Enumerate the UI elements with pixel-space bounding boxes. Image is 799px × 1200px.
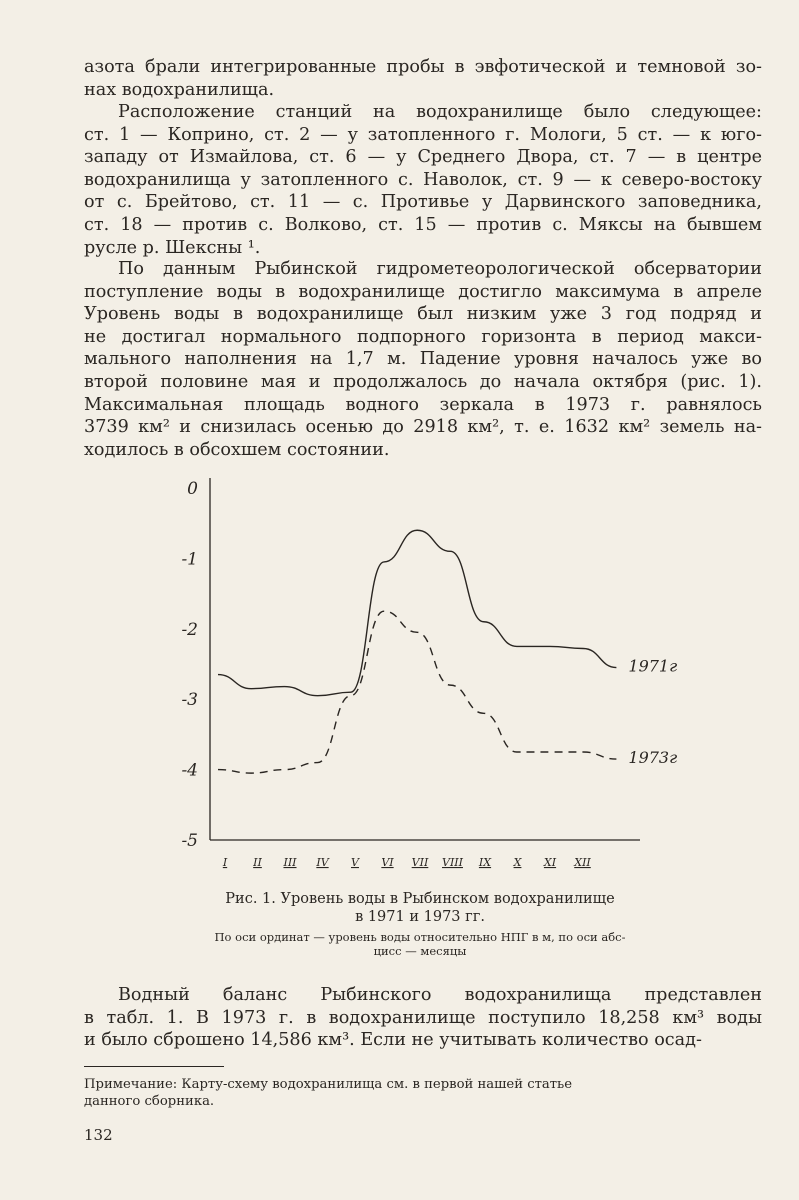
text-line: По данным Рыбинской гидрометеорологической обсерватории <box>118 259 762 279</box>
y-tick-label: -3 <box>181 690 198 711</box>
text-line: западу от Измайлова, ст. 6 — у Среднего Двора, ст. 7 — в центре <box>84 147 762 168</box>
text-line: Уровень воды в водохранилище был низким уже 3 год подряд и <box>84 304 762 325</box>
text-line: Расположение станций на водохранилище было следующее: <box>118 102 762 122</box>
text-line: Максимальная площадь водного зеркала в 1973 г. равнялось <box>84 394 762 415</box>
y-tick-label: 0 <box>187 479 198 499</box>
text-line: поступление воды в водохранилище достигло максимума в апреле <box>84 281 762 302</box>
footnote-divider <box>84 1066 224 1067</box>
figure-caption-line-2: в 1971 и 1973 гг. <box>355 909 485 925</box>
figure-axis-note-line-1: По оси ординат — уровень воды относительно НПГ в м, по оси абс- <box>214 930 626 944</box>
text-line: русле р. Шексны ¹. <box>84 237 261 258</box>
x-tick-label: I <box>222 856 228 869</box>
x-tick-label: II <box>253 856 262 869</box>
figure-caption <box>150 890 690 926</box>
footnote-line-1: Примечание: Карту-схему водохранилища см. в первой нашей статье <box>84 1077 573 1092</box>
series-line-2 <box>218 611 616 773</box>
text-line: второй половине мая и продолжалось до начала октября (рис. 1). <box>84 371 762 392</box>
paragraph-2 <box>84 101 762 259</box>
paragraph-3 <box>84 258 762 461</box>
x-tick-label: III <box>283 856 297 869</box>
text-line: не достигал нормального подпорного горизонта в период макси- <box>84 326 762 347</box>
x-tick-label: VI <box>381 856 394 869</box>
figure-caption-line-1: Рис. 1. Уровень воды в Рыбинском водохранилище <box>225 891 615 907</box>
figure-axis-note-line-2: цисс — месяцы <box>373 944 467 958</box>
text-line: мального наполнения на 1,7 м. Падение уровня началось уже во <box>84 349 762 370</box>
water-level-chart <box>170 470 690 890</box>
x-tick-label: IX <box>478 856 492 869</box>
y-tick-label: -4 <box>181 760 198 781</box>
footnote <box>84 1076 762 1110</box>
x-tick-label: VII <box>411 856 429 869</box>
text-line: Водный баланс Рыбинского водохранилища представлен <box>118 985 762 1005</box>
x-tick-label: XII <box>574 856 591 869</box>
series-line-1 <box>218 530 616 695</box>
x-tick-label: IV <box>316 856 329 869</box>
text-line: ст. 18 — против с. Волково, ст. 15 — против с. Мяксы на бывшем <box>84 214 762 235</box>
paragraph-4 <box>84 984 762 1052</box>
text-line: в табл. 1. В 1973 г. в водохранилище поступило 18,258 км³ воды <box>84 1007 762 1028</box>
text-line: нах водохранилища. <box>84 79 275 100</box>
x-tick-label: VIII <box>442 856 463 869</box>
series-label-2: 1973г <box>628 748 678 768</box>
page-number: 132 <box>84 1126 113 1144</box>
y-tick-label: -5 <box>181 831 198 851</box>
text-line: от с. Брейтово, ст. 11 — с. Противье у Дарвинского заповедника, <box>84 192 762 213</box>
y-tick-label: -1 <box>181 549 198 570</box>
figure-axis-note <box>150 930 690 958</box>
text-line: ст. 1 — Коприно, ст. 2 — у затопленного г. Мологи, 5 ст. — к юго- <box>84 124 762 145</box>
text-line: и было сброшено 14,586 км³. Если не учитывать количество осад- <box>84 1030 702 1051</box>
footnote-line-2: данного сборника. <box>84 1094 215 1109</box>
y-tick-label: -2 <box>181 619 198 640</box>
text-line: 3739 км² и снизилась осенью до 2918 км², т. е. 1632 км² земель на- <box>84 417 762 438</box>
text-line: ходилось в обсохшем состоянии. <box>84 439 390 460</box>
paragraph-1 <box>84 56 762 101</box>
x-tick-label: X <box>513 856 522 869</box>
x-tick-label: XI <box>543 856 557 869</box>
text-line: водохранилища у затопленного с. Наволок, ст. 9 — к северо-востоку <box>84 169 762 190</box>
x-tick-label: V <box>351 856 359 869</box>
text-line: азота брали интегрированные пробы в эвфотической и темновой зо- <box>84 57 762 77</box>
series-label-1: 1971г <box>628 656 678 676</box>
